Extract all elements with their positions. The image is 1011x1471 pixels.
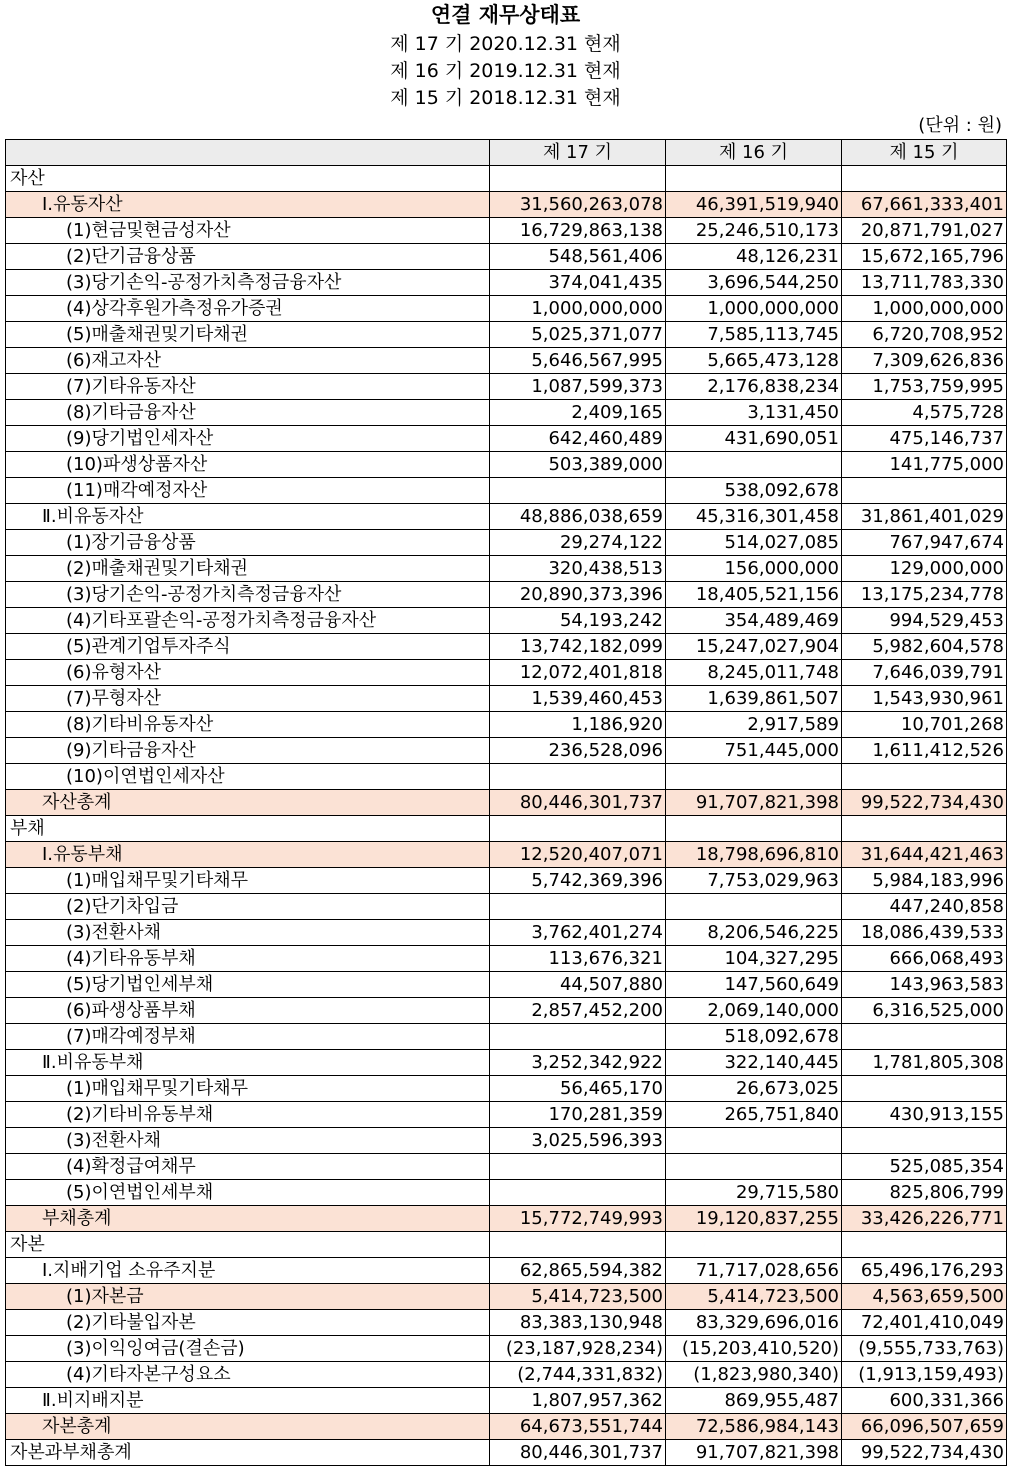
value-period-15: 1,781,805,308 [842,1050,1007,1076]
value-period-17: 3,762,401,274 [490,920,666,946]
value-period-16 [666,1128,842,1154]
value-period-16 [666,452,842,478]
value-period-15: 99,522,734,430 [842,1440,1007,1466]
value-period-17: 548,561,406 [490,244,666,270]
value-period-16 [666,764,842,790]
period-line-15: 제 15 기 2018.12.31 현재 [390,87,621,109]
table-row [6,1206,1007,1232]
value-period-15: 13,175,234,778 [842,582,1007,608]
value-period-15: 141,775,000 [842,452,1007,478]
document-title: 연결 재무상태표 [430,3,581,27]
row-label: 부채총계 [6,1206,490,1232]
value-period-17: 20,890,373,396 [490,582,666,608]
value-period-17 [490,1180,666,1206]
value-period-15: 525,085,354 [842,1154,1007,1180]
value-period-15: 4,563,659,500 [842,1284,1007,1310]
table-row [6,868,1007,894]
table-row [6,1414,1007,1440]
table-row [6,582,1007,608]
value-period-15: (9,555,733,763) [842,1336,1007,1362]
value-period-15: 13,711,783,330 [842,270,1007,296]
row-label: (4)상각후원가측정유가증권 [6,296,490,322]
table-row [6,1102,1007,1128]
value-period-17 [490,816,666,842]
value-period-16: 514,027,085 [666,530,842,556]
table-row [6,530,1007,556]
value-period-15: 994,529,453 [842,608,1007,634]
row-label: 자본 [6,1232,490,1258]
value-period-16: 91,707,821,398 [666,790,842,816]
value-period-16: 5,414,723,500 [666,1284,842,1310]
value-period-17: 642,460,489 [490,426,666,452]
value-period-16: 18,405,521,156 [666,582,842,608]
value-period-17: 12,072,401,818 [490,660,666,686]
value-period-16: 5,665,473,128 [666,348,842,374]
row-label: (4)기타유동부채 [6,946,490,972]
table-row [6,244,1007,270]
value-period-17: (2,744,331,832) [490,1362,666,1388]
value-period-15 [842,1024,1007,1050]
table-row [6,790,1007,816]
row-label: (2)기타비유동부채 [6,1102,490,1128]
value-period-15 [842,166,1007,192]
value-period-17: 1,807,957,362 [490,1388,666,1414]
value-period-17: 80,446,301,737 [490,1440,666,1466]
value-period-15 [842,764,1007,790]
value-period-16: 354,489,469 [666,608,842,634]
row-label: (10)파생상품자산 [6,452,490,478]
table-row [6,816,1007,842]
table-row [6,374,1007,400]
row-label: (7)무형자산 [6,686,490,712]
table-row [6,296,1007,322]
value-period-15: 10,701,268 [842,712,1007,738]
value-period-15: (1,913,159,493) [842,1362,1007,1388]
value-period-17: 2,409,165 [490,400,666,426]
row-label: (3)당기손익-공정가치측정금융자산 [6,270,490,296]
value-period-17 [490,1024,666,1050]
row-label: (3)이익잉여금(결손금) [6,1336,490,1362]
value-period-17 [490,1154,666,1180]
value-period-16: 8,245,011,748 [666,660,842,686]
row-label: (1)매입채무및기타채무 [6,1076,490,1102]
table-row [6,1284,1007,1310]
value-period-15: 129,000,000 [842,556,1007,582]
row-label: Ⅰ.지배기업 소유주지분 [6,1258,490,1284]
value-period-17: 62,865,594,382 [490,1258,666,1284]
column-header-period-16: 제 16 기 [666,140,842,166]
table-row [6,270,1007,296]
value-period-16: 25,246,510,173 [666,218,842,244]
value-period-16: 2,069,140,000 [666,998,842,1024]
table-row [6,1362,1007,1388]
value-period-16: 322,140,445 [666,1050,842,1076]
value-period-17: 374,041,435 [490,270,666,296]
value-period-15 [842,816,1007,842]
row-label: (5)매출채권및기타채권 [6,322,490,348]
table-row [6,1128,1007,1154]
value-period-17: 236,528,096 [490,738,666,764]
period-line-17: 제 17 기 2020.12.31 현재 [390,33,621,55]
row-label: (6)재고자산 [6,348,490,374]
value-period-17: 31,560,263,078 [490,192,666,218]
value-period-17: 3,025,596,393 [490,1128,666,1154]
row-label: (5)당기법인세부채 [6,972,490,998]
value-period-16: 46,391,519,940 [666,192,842,218]
value-period-16: 7,585,113,745 [666,322,842,348]
value-period-15: 31,644,421,463 [842,842,1007,868]
table-row [6,556,1007,582]
value-period-16: 48,126,231 [666,244,842,270]
row-label: (9)당기법인세자산 [6,426,490,452]
table-row [6,426,1007,452]
row-label: (11)매각예정자산 [6,478,490,504]
value-period-16: 265,751,840 [666,1102,842,1128]
table-row [6,1232,1007,1258]
value-period-17: 5,414,723,500 [490,1284,666,1310]
value-period-16: 3,696,544,250 [666,270,842,296]
table-row [6,452,1007,478]
table-body [6,166,1007,1466]
column-header-label [6,140,490,166]
row-label: (5)관계기업투자주식 [6,634,490,660]
table-row [6,1180,1007,1206]
value-period-15: 66,096,507,659 [842,1414,1007,1440]
row-label: (1)매입채무및기타채무 [6,868,490,894]
table-row [6,1154,1007,1180]
value-period-17 [490,894,666,920]
value-period-16: 72,586,984,143 [666,1414,842,1440]
value-period-15: 5,984,183,996 [842,868,1007,894]
value-period-15: 475,146,737 [842,426,1007,452]
row-label: (6)파생상품부채 [6,998,490,1024]
value-period-17: 503,389,000 [490,452,666,478]
value-period-17 [490,1232,666,1258]
table-row [6,1050,1007,1076]
value-period-17: 113,676,321 [490,946,666,972]
table-row [6,166,1007,192]
value-period-16 [666,1232,842,1258]
value-period-16: 147,560,649 [666,972,842,998]
row-label: (1)장기금융상품 [6,530,490,556]
row-label: (3)전환사채 [6,920,490,946]
table-row [6,1024,1007,1050]
value-period-17: 15,772,749,993 [490,1206,666,1232]
value-period-17: 1,000,000,000 [490,296,666,322]
value-period-16 [666,894,842,920]
value-period-17: 64,673,551,744 [490,1414,666,1440]
table-row [6,894,1007,920]
row-label: 부채 [6,816,490,842]
period-line-16: 제 16 기 2019.12.31 현재 [390,60,621,82]
value-period-16: (1,823,980,340) [666,1362,842,1388]
table-row [6,712,1007,738]
table-row [6,920,1007,946]
value-period-16: 18,798,696,810 [666,842,842,868]
value-period-15: 143,963,583 [842,972,1007,998]
value-period-16: 751,445,000 [666,738,842,764]
value-period-16: 15,247,027,904 [666,634,842,660]
table-row [6,660,1007,686]
row-label: (8)기타금융자산 [6,400,490,426]
value-period-16: 8,206,546,225 [666,920,842,946]
value-period-17: (23,187,928,234) [490,1336,666,1362]
row-label: Ⅰ.유동부채 [6,842,490,868]
row-label: 자산 [6,166,490,192]
table-row [6,192,1007,218]
value-period-16: 71,717,028,656 [666,1258,842,1284]
value-period-15: 1,611,412,526 [842,738,1007,764]
table-row [6,738,1007,764]
value-period-17 [490,764,666,790]
value-period-17: 83,383,130,948 [490,1310,666,1336]
value-period-17: 54,193,242 [490,608,666,634]
value-period-17 [490,166,666,192]
value-period-15: 4,575,728 [842,400,1007,426]
value-period-17: 44,507,880 [490,972,666,998]
value-period-16: 45,316,301,458 [666,504,842,530]
value-period-15: 1,753,759,995 [842,374,1007,400]
row-label: (1)자본금 [6,1284,490,1310]
value-period-15: 447,240,858 [842,894,1007,920]
row-label: (2)매출채권및기타채권 [6,556,490,582]
row-label: Ⅱ.비지배지분 [6,1388,490,1414]
value-period-17: 16,729,863,138 [490,218,666,244]
row-label: (7)기타유동자산 [6,374,490,400]
value-period-15: 18,086,439,533 [842,920,1007,946]
value-period-15: 67,661,333,401 [842,192,1007,218]
row-label: (4)기타자본구성요소 [6,1362,490,1388]
value-period-16 [666,816,842,842]
unit-label: (단위 : 원) [918,115,1002,136]
value-period-15: 600,331,366 [842,1388,1007,1414]
table-row [6,400,1007,426]
value-period-17: 12,520,407,071 [490,842,666,868]
row-label: (6)유형자산 [6,660,490,686]
value-period-16: 2,176,838,234 [666,374,842,400]
value-period-16: 538,092,678 [666,478,842,504]
row-label: (2)단기금융상품 [6,244,490,270]
table-row [6,478,1007,504]
value-period-15: 72,401,410,049 [842,1310,1007,1336]
value-period-15: 7,646,039,791 [842,660,1007,686]
row-label: Ⅱ.비유동자산 [6,504,490,530]
value-period-17: 29,274,122 [490,530,666,556]
row-label: 자본총계 [6,1414,490,1440]
table-row [6,1440,1007,1466]
row-label: 자산총계 [6,790,490,816]
value-period-15: 5,982,604,578 [842,634,1007,660]
table-row [6,972,1007,998]
value-period-15: 65,496,176,293 [842,1258,1007,1284]
value-period-15: 6,316,525,000 [842,998,1007,1024]
table-row [6,686,1007,712]
value-period-16: 518,092,678 [666,1024,842,1050]
row-label: (1)현금및현금성자산 [6,218,490,244]
table-row [6,1258,1007,1284]
value-period-17: 56,465,170 [490,1076,666,1102]
table-row [6,1076,1007,1102]
row-label: 자본과부채총계 [6,1440,490,1466]
value-period-16: 19,120,837,255 [666,1206,842,1232]
table-row [6,998,1007,1024]
row-label: (10)이연법인세자산 [6,764,490,790]
row-label: (4)기타포괄손익-공정가치측정금융자산 [6,608,490,634]
row-label: (3)전환사채 [6,1128,490,1154]
value-period-16: 29,715,580 [666,1180,842,1206]
row-label: (4)확정급여채무 [6,1154,490,1180]
row-label: (7)매각예정부채 [6,1024,490,1050]
balance-sheet-table [5,139,1007,1466]
table-row [6,504,1007,530]
value-period-15: 31,861,401,029 [842,504,1007,530]
value-period-17: 48,886,038,659 [490,504,666,530]
value-period-17: 5,646,567,995 [490,348,666,374]
table-row [6,946,1007,972]
value-period-15: 6,720,708,952 [842,322,1007,348]
value-period-15: 666,068,493 [842,946,1007,972]
value-period-15: 430,913,155 [842,1102,1007,1128]
value-period-16 [666,166,842,192]
table-row [6,1336,1007,1362]
value-period-16: 1,639,861,507 [666,686,842,712]
value-period-15: 1,000,000,000 [842,296,1007,322]
value-period-15: 1,543,930,961 [842,686,1007,712]
value-period-15 [842,1076,1007,1102]
table-header-row [6,140,1007,166]
value-period-15: 15,672,165,796 [842,244,1007,270]
row-label: Ⅰ.유동자산 [6,192,490,218]
table-row [6,634,1007,660]
value-period-16 [666,1154,842,1180]
value-period-16: 83,329,696,016 [666,1310,842,1336]
row-label: (2)기타불입자본 [6,1310,490,1336]
value-period-16: 156,000,000 [666,556,842,582]
row-label: (5)이연법인세부채 [6,1180,490,1206]
table-row [6,1388,1007,1414]
document-header [0,0,1011,139]
value-period-16: 869,955,487 [666,1388,842,1414]
value-period-15: 33,426,226,771 [842,1206,1007,1232]
value-period-17: 13,742,182,099 [490,634,666,660]
value-period-17: 5,742,369,396 [490,868,666,894]
value-period-15 [842,1128,1007,1154]
row-label: (3)당기손익-공정가치측정금융자산 [6,582,490,608]
row-label: (9)기타금융자산 [6,738,490,764]
table-row [6,842,1007,868]
value-period-15: 20,871,791,027 [842,218,1007,244]
value-period-16: (15,203,410,520) [666,1336,842,1362]
value-period-17 [490,478,666,504]
table-row [6,348,1007,374]
value-period-16: 26,673,025 [666,1076,842,1102]
value-period-16: 431,690,051 [666,426,842,452]
value-period-15 [842,478,1007,504]
value-period-15: 825,806,799 [842,1180,1007,1206]
row-label: Ⅱ.비유동부채 [6,1050,490,1076]
table-row [6,1310,1007,1336]
row-label: (2)단기차입금 [6,894,490,920]
column-header-period-17: 제 17 기 [490,140,666,166]
value-period-15: 99,522,734,430 [842,790,1007,816]
table-row [6,322,1007,348]
value-period-15: 767,947,674 [842,530,1007,556]
value-period-16: 91,707,821,398 [666,1440,842,1466]
table-row [6,218,1007,244]
value-period-16: 3,131,450 [666,400,842,426]
value-period-17: 1,186,920 [490,712,666,738]
value-period-17: 2,857,452,200 [490,998,666,1024]
value-period-17: 1,539,460,453 [490,686,666,712]
table-row [6,764,1007,790]
value-period-17: 320,438,513 [490,556,666,582]
value-period-17: 1,087,599,373 [490,374,666,400]
value-period-16: 2,917,589 [666,712,842,738]
table-row [6,608,1007,634]
value-period-16: 7,753,029,963 [666,868,842,894]
value-period-16: 104,327,295 [666,946,842,972]
value-period-17: 80,446,301,737 [490,790,666,816]
value-period-17: 3,252,342,922 [490,1050,666,1076]
value-period-15 [842,1232,1007,1258]
value-period-17: 170,281,359 [490,1102,666,1128]
value-period-16: 1,000,000,000 [666,296,842,322]
column-header-period-15: 제 15 기 [842,140,1007,166]
value-period-15: 7,309,626,836 [842,348,1007,374]
row-label: (8)기타비유동자산 [6,712,490,738]
value-period-17: 5,025,371,077 [490,322,666,348]
